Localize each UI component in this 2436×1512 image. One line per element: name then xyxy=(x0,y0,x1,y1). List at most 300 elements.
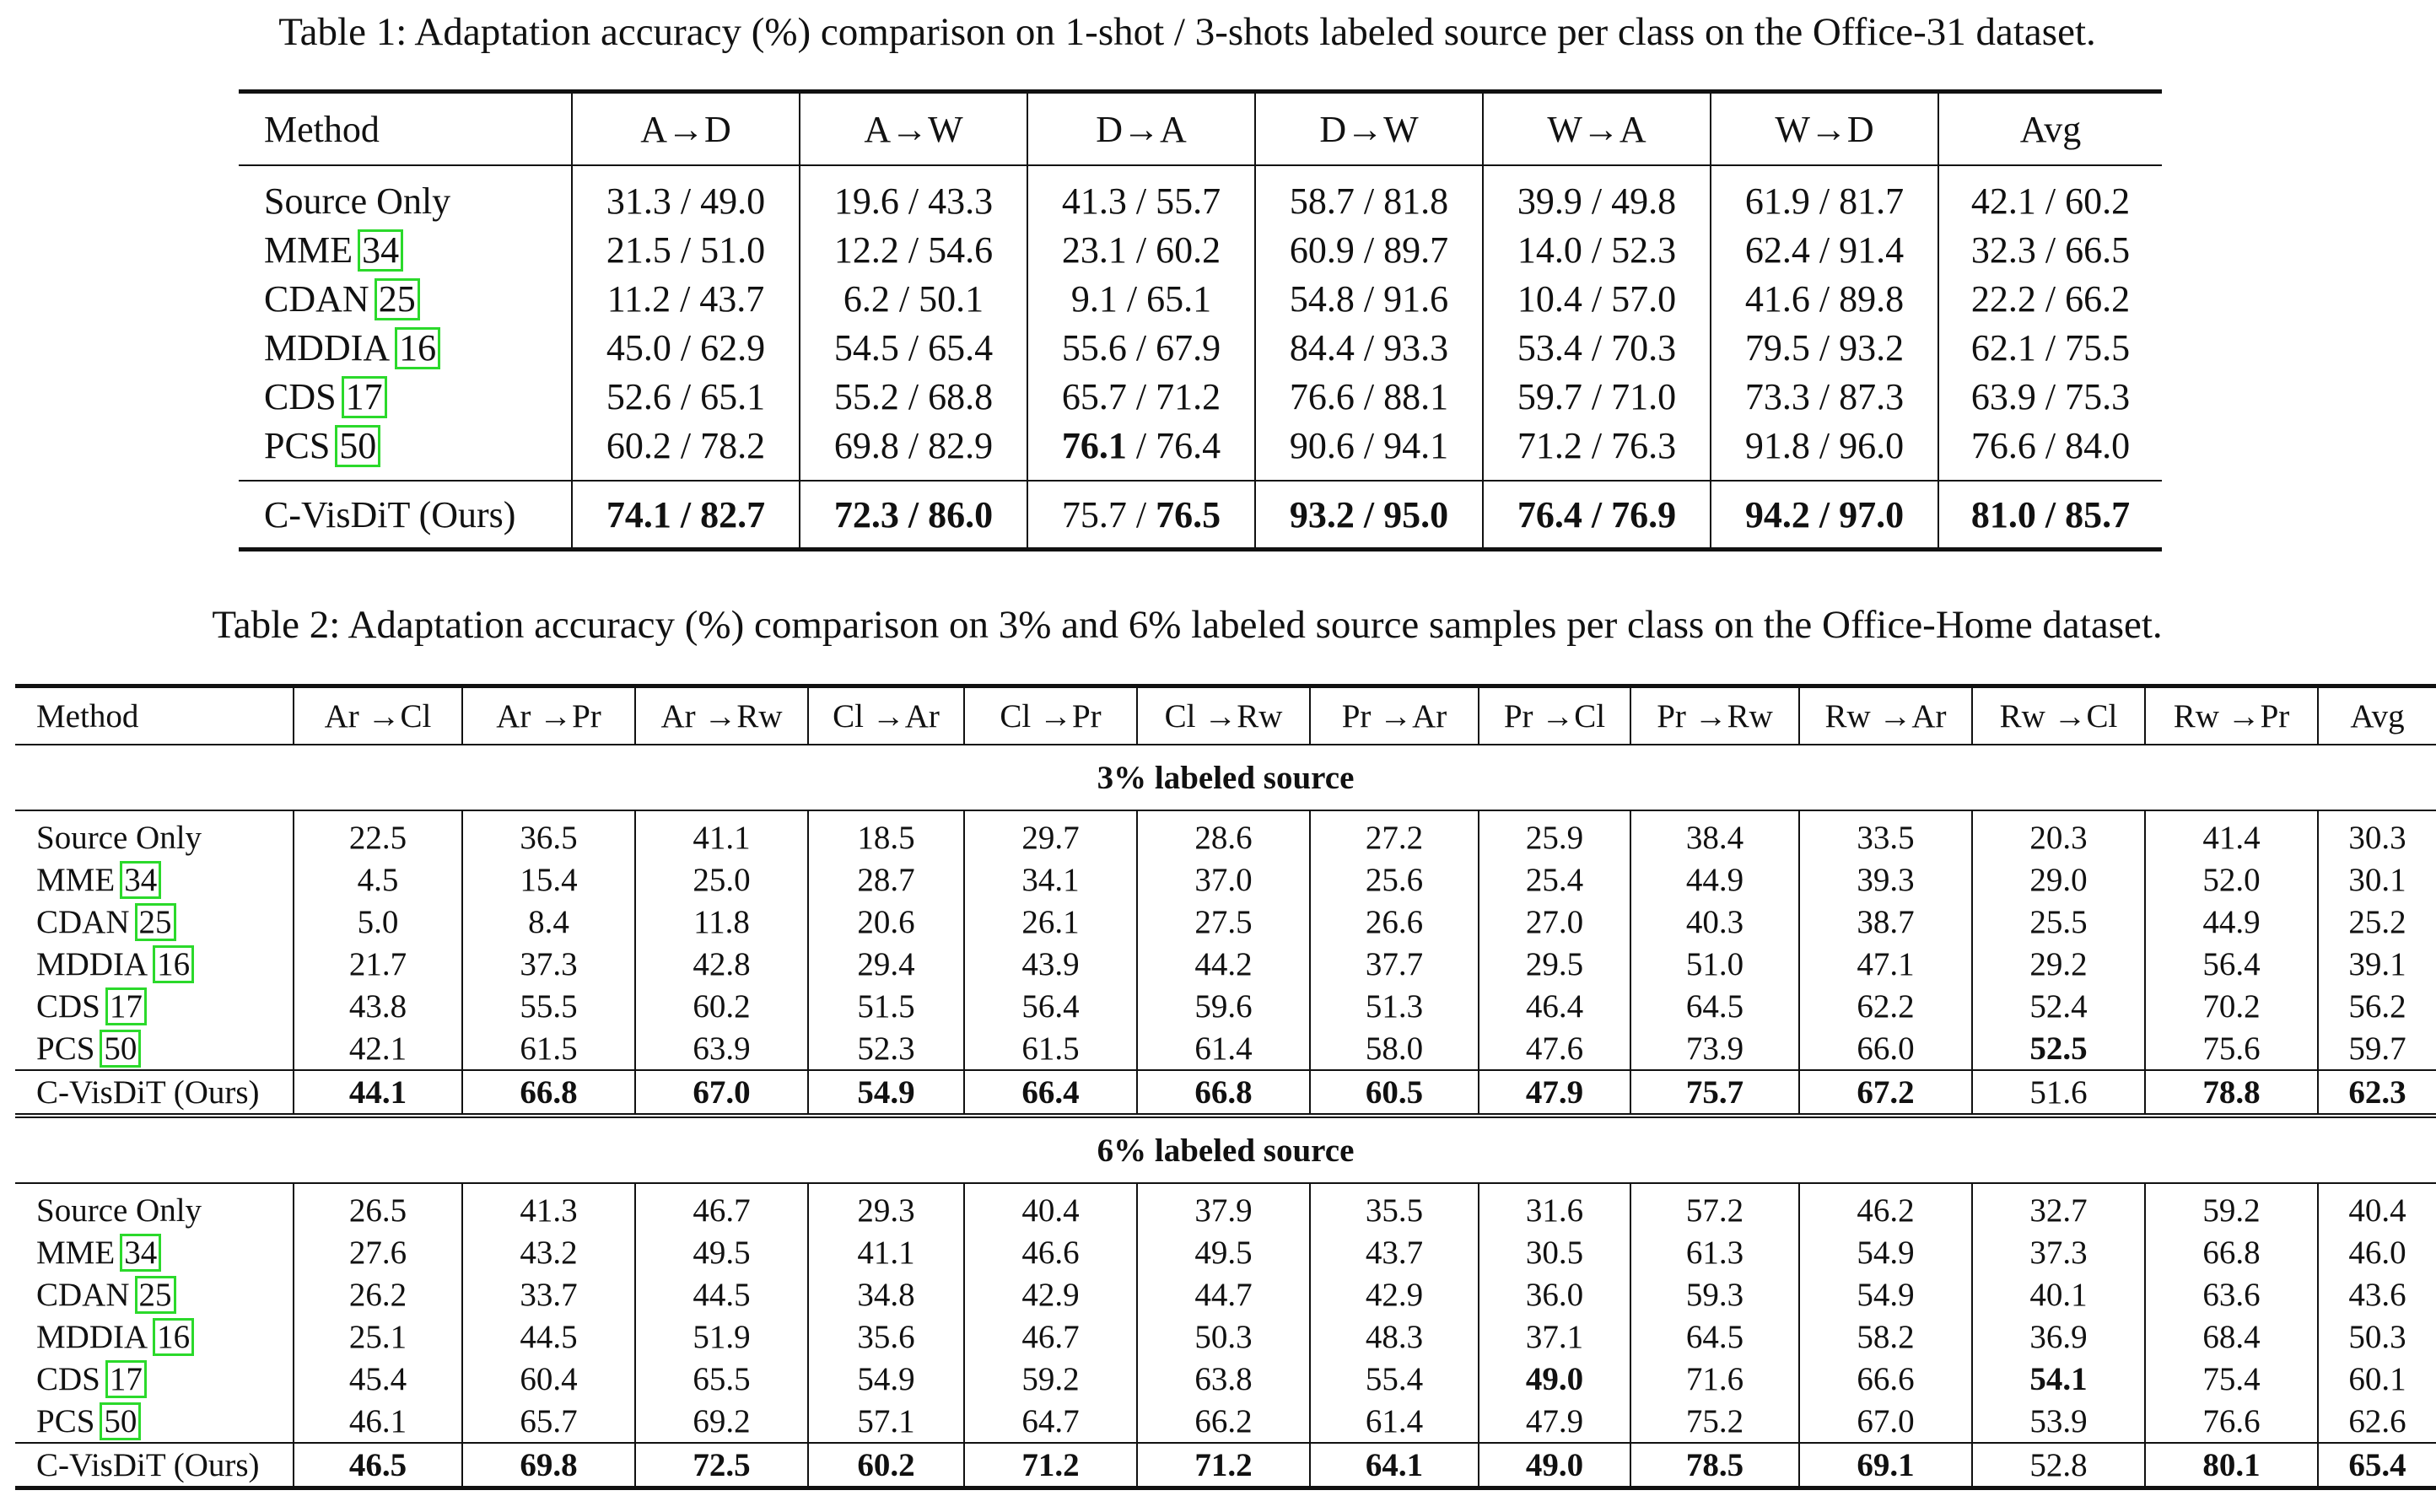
table-cell: 79.5 / 93.2 xyxy=(1711,323,1938,372)
table-cell: 59.2 xyxy=(964,1358,1137,1400)
table-cell: 35.6 xyxy=(808,1316,964,1358)
table-cell: 44.1 xyxy=(294,1070,462,1116)
table-cell: 62.4 / 91.4 xyxy=(1711,225,1938,274)
table-cell: 52.8 xyxy=(1972,1443,2145,1488)
table-cell: 41.6 / 89.8 xyxy=(1711,274,1938,323)
table-cell: 23.1 / 60.2 xyxy=(1027,225,1255,274)
table-cell: 60.4 xyxy=(462,1358,635,1400)
method-name: PCS xyxy=(36,1402,95,1439)
table-cell: 66.8 xyxy=(1137,1070,1310,1116)
table-cell: 25.0 xyxy=(635,858,808,901)
table-row xyxy=(15,1316,2436,1358)
table-cell: 25.4 xyxy=(1479,858,1630,901)
table-cell: 6.2 / 50.1 xyxy=(800,274,1027,323)
table-cell: 66.8 xyxy=(2145,1231,2318,1273)
method-name: PCS xyxy=(264,424,331,466)
table-cell: 33.7 xyxy=(462,1273,635,1316)
table-cell: 25.5 xyxy=(1972,901,2145,943)
table2-header-cell: Pr →Cl xyxy=(1479,686,1630,745)
citation-link[interactable]: 34 xyxy=(358,229,403,272)
table-cell: 46.5 xyxy=(294,1443,462,1488)
table-cell: 43.6 xyxy=(2318,1273,2436,1316)
table-cell: 42.8 xyxy=(635,943,808,985)
method-name: MME xyxy=(36,861,116,898)
table-cell: 65.7 xyxy=(462,1400,635,1443)
method-cell xyxy=(15,810,294,858)
table-cell: 40.3 xyxy=(1630,901,1799,943)
table-row xyxy=(15,810,2436,858)
table-cell: 61.4 xyxy=(1137,1027,1310,1070)
table-cell: 72.3 / 86.0 xyxy=(800,481,1027,550)
table-cell: 28.6 xyxy=(1137,810,1310,858)
method-cell xyxy=(239,225,572,274)
table-cell: 31.3 / 49.0 xyxy=(572,165,800,225)
table-cell: 33.5 xyxy=(1799,810,1972,858)
citation-link[interactable]: 25 xyxy=(135,1276,176,1314)
table-cell: 76.4 / 76.9 xyxy=(1483,481,1711,550)
table-cell: 41.3 / 55.7 xyxy=(1027,165,1255,225)
table-cell: 46.1 xyxy=(294,1400,462,1443)
table-cell: 36.0 xyxy=(1479,1273,1630,1316)
table-cell: 55.2 / 68.8 xyxy=(800,372,1027,421)
table-cell: 20.6 xyxy=(808,901,964,943)
table-cell: 27.5 xyxy=(1137,901,1310,943)
table-cell: 52.4 xyxy=(1972,985,2145,1027)
table-cell: 49.0 xyxy=(1479,1443,1630,1488)
table-cell: 46.6 xyxy=(964,1231,1137,1273)
table-cell: 70.2 xyxy=(2145,985,2318,1027)
method-name: Source Only xyxy=(264,180,451,222)
table-row xyxy=(15,1183,2436,1231)
table-cell: 56.2 xyxy=(2318,985,2436,1027)
section-header-row xyxy=(15,745,2436,810)
table-cell: 5.0 xyxy=(294,901,462,943)
table2-header-cell: Ar →Rw xyxy=(635,686,808,745)
method-cell xyxy=(15,858,294,901)
table-cell: 19.6 / 43.3 xyxy=(800,165,1027,225)
table-cell: 31.6 xyxy=(1479,1183,1630,1231)
table1-header-a-w: A→W xyxy=(800,92,1027,166)
table2-header-method: Method xyxy=(15,686,294,745)
table-cell: 91.8 / 96.0 xyxy=(1711,421,1938,481)
table-cell: 26.5 xyxy=(294,1183,462,1231)
table2-header-cell: Avg xyxy=(2318,686,2436,745)
table2-header-cell: Rw →Cl xyxy=(1972,686,2145,745)
table-cell: 59.7 xyxy=(2318,1027,2436,1070)
table-cell: 64.7 xyxy=(964,1400,1137,1443)
table-cell: 54.5 / 65.4 xyxy=(800,323,1027,372)
table-cell: 49.0 xyxy=(1479,1358,1630,1400)
table-cell: 29.4 xyxy=(808,943,964,985)
method-name: C-VisDiT (Ours) xyxy=(15,1443,294,1488)
table1-caption: Table 1: Adaptation accuracy (%) comparison on 1-shot / 3-shots labeled source per class on the Office-31 dataset. xyxy=(278,10,2096,54)
table-cell: 11.2 / 43.7 xyxy=(572,274,800,323)
table-cell: 18.5 xyxy=(808,810,964,858)
table-cell: 43.8 xyxy=(294,985,462,1027)
table-cell: 54.1 xyxy=(1972,1358,2145,1400)
table-cell: 44.9 xyxy=(2145,901,2318,943)
table-cell: 64.5 xyxy=(1630,985,1799,1027)
table-row-ours xyxy=(239,481,2162,550)
table-row xyxy=(15,1273,2436,1316)
table-cell: 42.9 xyxy=(964,1273,1137,1316)
citation-link[interactable]: 50 xyxy=(335,425,380,467)
table-cell: 53.4 / 70.3 xyxy=(1483,323,1711,372)
method-cell xyxy=(15,1316,294,1358)
table-cell: 29.5 xyxy=(1479,943,1630,985)
table-row-ours xyxy=(15,1443,2436,1488)
table-cell: 43.9 xyxy=(964,943,1137,985)
table-cell: 30.3 xyxy=(2318,810,2436,858)
citation-link[interactable]: 34 xyxy=(120,1234,161,1272)
method-name: CDAN xyxy=(36,1276,130,1313)
table-cell: 9.1 / 65.1 xyxy=(1027,274,1255,323)
table-cell: 59.7 / 71.0 xyxy=(1483,372,1711,421)
table-cell: 44.7 xyxy=(1137,1273,1310,1316)
table-cell: 41.1 xyxy=(808,1231,964,1273)
table-cell: 65.7 / 71.2 xyxy=(1027,372,1255,421)
table-cell: 58.7 / 81.8 xyxy=(1255,165,1483,225)
table-cell: 26.1 xyxy=(964,901,1137,943)
table-cell: 52.6 / 65.1 xyxy=(572,372,800,421)
table-cell: 56.4 xyxy=(2145,943,2318,985)
table-row xyxy=(239,421,2162,481)
table-cell: 64.5 xyxy=(1630,1316,1799,1358)
table-cell: 67.2 xyxy=(1799,1070,1972,1116)
table-cell: 49.5 xyxy=(1137,1231,1310,1273)
table-cell: 44.5 xyxy=(635,1273,808,1316)
table-cell: 21.5 / 51.0 xyxy=(572,225,800,274)
table-cell: 66.8 xyxy=(462,1070,635,1116)
method-cell xyxy=(239,323,572,372)
table-cell: 54.9 xyxy=(808,1070,964,1116)
table-cell: 27.0 xyxy=(1479,901,1630,943)
table-cell: 93.2 / 95.0 xyxy=(1255,481,1483,550)
table-cell: 59.2 xyxy=(2145,1183,2318,1231)
table-cell: 51.3 xyxy=(1310,985,1479,1027)
table-cell: 22.2 / 66.2 xyxy=(1938,274,2162,323)
table-cell: 47.6 xyxy=(1479,1027,1630,1070)
table-cell: 37.1 xyxy=(1479,1316,1630,1358)
table-cell: 43.2 xyxy=(462,1231,635,1273)
table1-header-method: Method xyxy=(239,92,572,166)
table-cell: 76.6 / 84.0 xyxy=(1938,421,2162,481)
table-cell: 25.1 xyxy=(294,1316,462,1358)
citation-link[interactable]: 16 xyxy=(395,327,440,369)
table-cell: 46.7 xyxy=(635,1183,808,1231)
table-cell: 60.9 / 89.7 xyxy=(1255,225,1483,274)
table-cell: 38.4 xyxy=(1630,810,1799,858)
table2-header-cell: Rw →Ar xyxy=(1799,686,1972,745)
table-row xyxy=(15,943,2436,985)
table-cell: 62.2 xyxy=(1799,985,1972,1027)
citation-link[interactable]: 25 xyxy=(135,903,176,941)
table1-header-d-a: D→A xyxy=(1027,92,1255,166)
method-cell xyxy=(15,985,294,1027)
citation-link[interactable]: 17 xyxy=(342,376,387,418)
method-name: C-VisDiT (Ours) xyxy=(15,1070,294,1116)
table-cell: 47.9 xyxy=(1479,1400,1630,1443)
table-cell: 52.5 xyxy=(1972,1027,2145,1070)
table-cell: 38.7 xyxy=(1799,901,1972,943)
table-cell: 26.6 xyxy=(1310,901,1479,943)
table-cell: 37.3 xyxy=(1972,1231,2145,1273)
table-cell: 60.2 xyxy=(635,985,808,1027)
table-cell: 29.3 xyxy=(808,1183,964,1231)
table-cell: 57.1 xyxy=(808,1400,964,1443)
table-cell: 76.1 / 76.4 xyxy=(1027,421,1255,481)
table-row xyxy=(15,858,2436,901)
table-cell: 32.7 xyxy=(1972,1183,2145,1231)
table-cell: 25.2 xyxy=(2318,901,2436,943)
table-cell: 28.7 xyxy=(808,858,964,901)
method-cell xyxy=(15,901,294,943)
table1-header-a-d: A→D xyxy=(572,92,800,166)
table-cell: 61.4 xyxy=(1310,1400,1479,1443)
citation-link[interactable]: 50 xyxy=(100,1402,141,1440)
table-cell: 37.9 xyxy=(1137,1183,1310,1231)
table-cell: 63.9 / 75.3 xyxy=(1938,372,2162,421)
table-cell: 34.1 xyxy=(964,858,1137,901)
table-cell: 40.4 xyxy=(2318,1183,2436,1231)
table-cell: 60.5 xyxy=(1310,1070,1479,1116)
table-cell: 60.2 / 78.2 xyxy=(572,421,800,481)
citation-link[interactable]: 16 xyxy=(153,945,194,983)
table-row-ours xyxy=(15,1070,2436,1116)
table-cell: 61.5 xyxy=(462,1027,635,1070)
table-cell: 71.2 xyxy=(1137,1443,1310,1488)
method-name: Source Only xyxy=(36,1192,202,1229)
table-cell: 12.2 / 54.6 xyxy=(800,225,1027,274)
section-title: 3% labeled source xyxy=(15,745,2436,810)
table-cell: 60.2 xyxy=(808,1443,964,1488)
table-cell: 68.4 xyxy=(2145,1316,2318,1358)
table-cell: 45.0 / 62.9 xyxy=(572,323,800,372)
table-row xyxy=(239,372,2162,421)
table-cell: 55.6 / 67.9 xyxy=(1027,323,1255,372)
citation-link[interactable]: 34 xyxy=(120,861,161,899)
table2-header-cell: Cl →Ar xyxy=(808,686,964,745)
table2-header-cell: Ar →Cl xyxy=(294,686,462,745)
method-cell xyxy=(239,372,572,421)
table-row xyxy=(239,225,2162,274)
table-cell: 65.5 xyxy=(635,1358,808,1400)
table-cell: 62.1 / 75.5 xyxy=(1938,323,2162,372)
method-name: MME xyxy=(264,229,353,271)
citation-link[interactable]: 17 xyxy=(105,1360,147,1398)
table-row xyxy=(239,323,2162,372)
table-cell: 66.6 xyxy=(1799,1358,1972,1400)
table-cell: 35.5 xyxy=(1310,1183,1479,1231)
table-cell: 49.5 xyxy=(635,1231,808,1273)
table-row xyxy=(239,274,2162,323)
table-cell: 27.2 xyxy=(1310,810,1479,858)
table2-header-cell: Ar →Pr xyxy=(462,686,635,745)
table-cell: 63.9 xyxy=(635,1027,808,1070)
method-cell xyxy=(15,1231,294,1273)
table-cell: 37.7 xyxy=(1310,943,1479,985)
table-cell: 50.3 xyxy=(1137,1316,1310,1358)
table-cell: 25.6 xyxy=(1310,858,1479,901)
table-cell: 22.5 xyxy=(294,810,462,858)
table-cell: 66.0 xyxy=(1799,1027,1972,1070)
table-cell: 55.5 xyxy=(462,985,635,1027)
table-cell: 45.4 xyxy=(294,1358,462,1400)
table-cell: 72.5 xyxy=(635,1443,808,1488)
table-cell: 51.0 xyxy=(1630,943,1799,985)
table-cell: 37.0 xyxy=(1137,858,1310,901)
table-cell: 80.1 xyxy=(2145,1443,2318,1488)
table-cell: 78.8 xyxy=(2145,1070,2318,1116)
table-row xyxy=(15,901,2436,943)
table-cell: 30.5 xyxy=(1479,1231,1630,1273)
table-cell: 69.8 xyxy=(462,1443,635,1488)
table-row xyxy=(15,985,2436,1027)
table-cell: 67.0 xyxy=(635,1070,808,1116)
table-cell: 50.3 xyxy=(2318,1316,2436,1358)
table-cell: 42.1 xyxy=(294,1027,462,1070)
table-cell: 42.1 / 60.2 xyxy=(1938,165,2162,225)
table-cell: 51.5 xyxy=(808,985,964,1027)
citation-link[interactable]: 16 xyxy=(153,1318,194,1356)
table-cell: 15.4 xyxy=(462,858,635,901)
table-cell: 73.3 / 87.3 xyxy=(1711,372,1938,421)
table-cell: 66.2 xyxy=(1137,1400,1310,1443)
table-cell: 69.8 / 82.9 xyxy=(800,421,1027,481)
table-cell: 39.3 xyxy=(1799,858,1972,901)
table-cell: 84.4 / 93.3 xyxy=(1255,323,1483,372)
table-cell: 41.4 xyxy=(2145,810,2318,858)
table-cell: 43.7 xyxy=(1310,1231,1479,1273)
table2-header-cell: Cl →Pr xyxy=(964,686,1137,745)
method-cell xyxy=(15,1183,294,1231)
method-name: MDDIA xyxy=(264,326,391,369)
table-cell: 76.6 / 88.1 xyxy=(1255,372,1483,421)
table-cell: 29.7 xyxy=(964,810,1137,858)
table-cell: 76.6 xyxy=(2145,1400,2318,1443)
table-cell: 65.4 xyxy=(2318,1443,2436,1488)
table-cell: 37.3 xyxy=(462,943,635,985)
table-cell: 56.4 xyxy=(964,985,1137,1027)
table1-header-avg: Avg xyxy=(1938,92,2162,166)
method-cell xyxy=(239,274,572,323)
table-cell: 36.5 xyxy=(462,810,635,858)
table-cell: 53.9 xyxy=(1972,1400,2145,1443)
table-cell: 47.1 xyxy=(1799,943,1972,985)
table-cell: 21.7 xyxy=(294,943,462,985)
table-cell: 44.9 xyxy=(1630,858,1799,901)
table-cell: 58.2 xyxy=(1799,1316,1972,1358)
table-cell: 54.9 xyxy=(1799,1231,1972,1273)
table-cell: 11.8 xyxy=(635,901,808,943)
table-cell: 41.3 xyxy=(462,1183,635,1231)
table-cell: 61.3 xyxy=(1630,1231,1799,1273)
table-cell: 54.8 / 91.6 xyxy=(1255,274,1483,323)
table-cell: 54.9 xyxy=(1799,1273,1972,1316)
table-cell: 39.1 xyxy=(2318,943,2436,985)
table2-header-cell: Rw →Pr xyxy=(2145,686,2318,745)
table-cell: 69.2 xyxy=(635,1400,808,1443)
table-cell: 52.0 xyxy=(2145,858,2318,901)
table-cell: 90.6 / 94.1 xyxy=(1255,421,1483,481)
table-row xyxy=(15,1358,2436,1400)
citation-link[interactable]: 17 xyxy=(105,987,147,1025)
table-row xyxy=(15,1231,2436,1273)
table-cell: 46.2 xyxy=(1799,1183,1972,1231)
table-cell: 46.7 xyxy=(964,1316,1137,1358)
table-cell: 75.2 xyxy=(1630,1400,1799,1443)
table-cell: 63.8 xyxy=(1137,1358,1310,1400)
citation-link[interactable]: 50 xyxy=(100,1030,141,1068)
table-cell: 57.2 xyxy=(1630,1183,1799,1231)
section-header-row xyxy=(15,1116,2436,1183)
table-cell: 29.2 xyxy=(1972,943,2145,985)
table-cell: 42.9 xyxy=(1310,1273,1479,1316)
table-cell: 40.4 xyxy=(964,1183,1137,1231)
table-cell: 27.6 xyxy=(294,1231,462,1273)
method-cell xyxy=(15,1027,294,1070)
table-cell: 59.3 xyxy=(1630,1273,1799,1316)
table-cell: 63.6 xyxy=(2145,1273,2318,1316)
table-cell: 48.3 xyxy=(1310,1316,1479,1358)
method-cell xyxy=(15,1400,294,1443)
table-cell: 29.0 xyxy=(1972,858,2145,901)
table-cell: 69.1 xyxy=(1799,1443,1972,1488)
table2-header-cell: Pr →Rw xyxy=(1630,686,1799,745)
table-cell: 75.7 xyxy=(1630,1070,1799,1116)
method-name: CDS xyxy=(36,987,100,1025)
table-cell: 75.6 xyxy=(2145,1027,2318,1070)
method-name: MME xyxy=(36,1234,116,1271)
table-cell: 4.5 xyxy=(294,858,462,901)
table-cell: 73.9 xyxy=(1630,1027,1799,1070)
table-cell: 20.3 xyxy=(1972,810,2145,858)
table-cell: 64.1 xyxy=(1310,1443,1479,1488)
table-cell: 59.6 xyxy=(1137,985,1310,1027)
table-cell: 71.2 xyxy=(964,1443,1137,1488)
table-cell: 54.9 xyxy=(808,1358,964,1400)
table-cell: 46.4 xyxy=(1479,985,1630,1027)
table-cell: 62.3 xyxy=(2318,1070,2436,1116)
table-cell: 60.1 xyxy=(2318,1358,2436,1400)
method-name: CDAN xyxy=(36,903,130,940)
citation-link[interactable]: 25 xyxy=(375,278,420,320)
method-name: CDAN xyxy=(264,277,369,320)
table-cell: 81.0 / 85.7 xyxy=(1938,481,2162,550)
method-name: MDDIA xyxy=(36,945,148,982)
table-cell: 32.3 / 66.5 xyxy=(1938,225,2162,274)
table-cell: 75.4 xyxy=(2145,1358,2318,1400)
method-cell xyxy=(15,943,294,985)
method-cell xyxy=(239,421,572,481)
table-cell: 61.9 / 81.7 xyxy=(1711,165,1938,225)
table-cell: 14.0 / 52.3 xyxy=(1483,225,1711,274)
table-cell: 46.0 xyxy=(2318,1231,2436,1273)
section-title: 6% labeled source xyxy=(15,1116,2436,1183)
table-cell: 39.9 / 49.8 xyxy=(1483,165,1711,225)
table-cell: 74.1 / 82.7 xyxy=(572,481,800,550)
table1-header-row xyxy=(239,92,2162,166)
table-cell: 66.4 xyxy=(964,1070,1137,1116)
table2-header-cell: Pr →Ar xyxy=(1310,686,1479,745)
table-cell: 47.9 xyxy=(1479,1070,1630,1116)
method-name: MDDIA xyxy=(36,1318,148,1355)
table1-header-d-w: D→W xyxy=(1255,92,1483,166)
table-cell: 78.5 xyxy=(1630,1443,1799,1488)
table-cell: 55.4 xyxy=(1310,1358,1479,1400)
table-cell: 34.8 xyxy=(808,1273,964,1316)
table1-header-w-d: W→D xyxy=(1711,92,1938,166)
